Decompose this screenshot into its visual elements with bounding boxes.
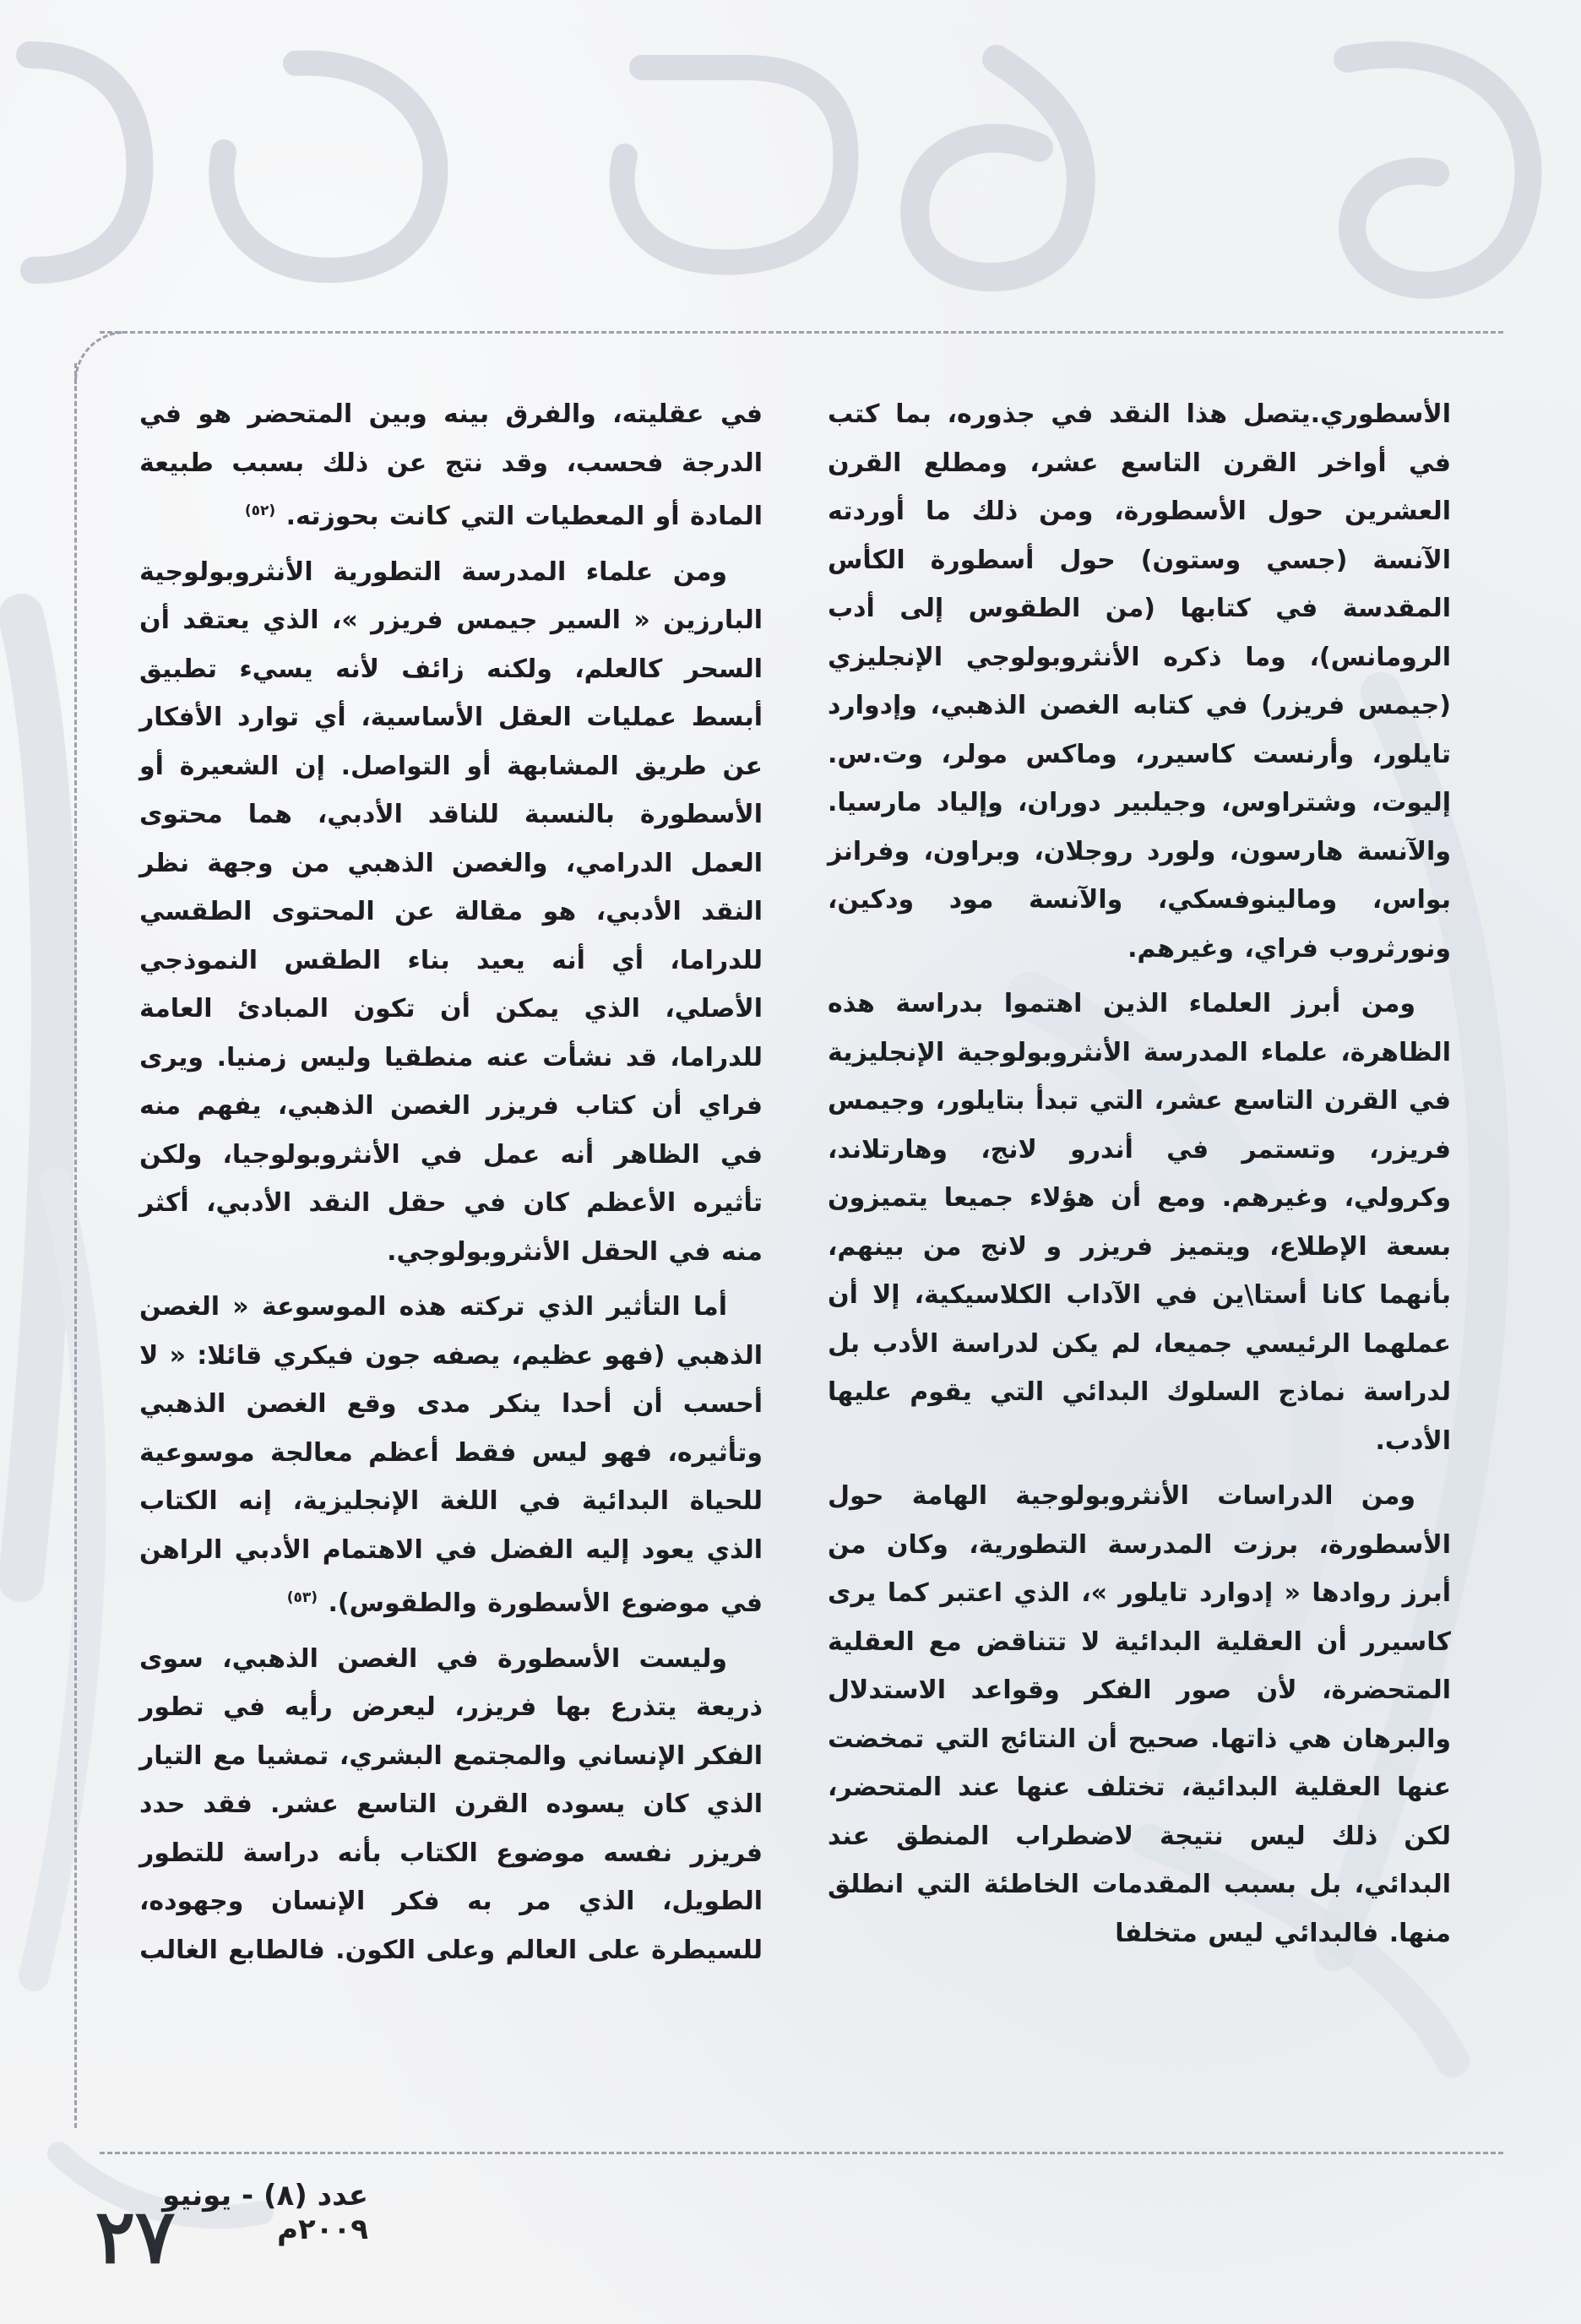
paragraph [139,1283,763,1628]
paragraph [139,390,763,541]
footnote-marker: (٥٣) [286,1589,318,1606]
page-footer [81,2164,630,2282]
article-body [139,390,1451,2130]
issue-label: عدد (٨) - يونيو ٢٠٠٩م [162,2179,368,2246]
paragraph-text: في عقليته، والفرق بينه وبين المتحضر هو في الدرجة فحسب، وقد نتج عن ذلك بسبب طبيعة المادة أو المعطيات التي كانت بحوزته. [139,399,763,531]
paragraph [828,390,1451,973]
left-column [139,390,763,2130]
paragraph-text: ومن أبرز العلماء الذين اهتموا بدراسة هذه الظاهرة، علماء المدرسة الأنثروبولوجية الإنجليزية في القرن التاسع عشر، التي تبدأ بتايلور، وجيمس فريزر، وتستمر في أندرو لانج، وهارتلاند، وكرولي، وغيرهم. ومع أن هؤلاء جميعا يتميزون بسعة الإطلاع، ويتميز فريزر و لانج من بينهم، بأنهما كانا أستا\ين في الآداب الكلاسيكية، إلا أن عملهما الرئيسي جميعا، لم يكن لدراسة الأدب بل لدراسة نماذج السلوك البدائي التي يقوم عليها الأدب. [828,989,1451,1456]
paragraph-text: الأسطوري.يتصل هذا النقد في جذوره، بما كتب في أواخر القرن التاسع عشر، ومطلع القرن العشرين حول الأسطورة، ومن ذلك ما أوردته الآنسة (جسي وستون) حول أسطورة الكأس المقدسة في كتابها (من الطقوس إلى أدب الرومانس)، وما ذكره الأنثروبولوجي الإنجليزي (جيمس فريزر) في كتابه الغصن الذهبي، وإدوارد تايلور، وأرنست كاسيرر، وماكس مولر، وت.س. إليوت، وشتراوس، وجيلبير دوران، وإلياد مارسيا. والآنسة هارسون، ولورد روجلان، وبراون، وفرانز بواس، ومالينوفسكي، والآنسة مود ودكين، ونورثروب فراي، وغيرهم. [828,399,1451,964]
paragraph [139,1635,763,1975]
paragraph-text: ومن الدراسات الأنثروبولوجية الهامة حول الأسطورة، برزت المدرسة التطورية، وكان من أبرز روادها « إدوارد تايلور »، الذي اعتبر كما يرى كاسيرر أن العقلية البدائية لا تتناقض مع العقلية المتحضرة، لأن صور الفكر وقواعد الاستدلال والبرهان هي ذاتها. صحيح أن النتائج التي تمخضت عنها العقلية البدائية، تختلف عنها عند المتحضر، لكن ذلك ليس نتيجة لاضطراب المنطق عند البدائي، بل بسبب المقدمات الخاطئة التي انطلق منها. فالبدائي ليس متخلفا [828,1481,1451,1948]
left-dashed-border [74,363,77,2128]
right-column [828,390,1451,2130]
paragraph-text: وليست الأسطورة في الغصن الذهبي، سوى ذريعة يتذرع بها فريزر، ليعرض رأيه في تطور الفكر الإنساني والمجتمع البشري، تمشيا مع التيار الذي كان يسوده القرن التاسع عشر. فقد حدد فريزر نفسه موضوع الكتاب بأنه دراسة للتطور الطويل، الذي مر به فكر الإنسان وجهوده، للسيطرة على العالم وعلى الكون. فالطابع الغالب [139,1643,763,1965]
paragraph [828,1472,1451,1957]
paragraph [139,548,763,1277]
top-left-dashed-corner [74,331,128,384]
top-dashed-border [100,331,1503,334]
footnote-marker: (٥٢) [244,502,276,519]
paragraph-text: أما التأثير الذي تركته هذه الموسوعة « الغصن الذهبي (فهو عظيم، يصفه جون فيكري قائلا: « لا أحسب أن أحدا ينكر مدى وقع الغصن الذهبي وتأثيره، فهو ليس فقط أعظم معالجة موسوعية للحياة البدائية في اللغة الإنجليزية، إنه الكتاب الذي يعود إليه الفضل في الاهتمام الأدبي الراهن في موضوع الأسطورة والطقوس). [139,1292,763,1618]
bottom-dashed-border [100,2152,1503,2154]
paragraph [828,980,1451,1465]
page-number: ٢٧ [95,2192,176,2280]
paragraph-text: ومن علماء المدرسة التطورية الأنثروبولوجية البارزين « السير جيمس فريزر »، الذي يعتقد أن السحر كالعلم، ولكنه زائف لأنه يسيء تطبيق أبسط عمليات العقل الأساسية، أي توارد الأفكار عن طريق المشابهة أو التواصل. إن الشعيرة أو الأسطورة بالنسبة للناقد الأدبي، هما محتوى العمل الدرامي، والغصن الذهبي من وجهة نظر النقد الأدبي، هو مقالة عن المحتوى الطقسي للدراما، أي أنه يعيد بناء الطقس النموذجي الأصلي، الذي يمكن أن تكون المبادئ العامة للدراما، قد نشأت عنه منطقيا وليس زمنيا. ويرى فراي أن كتاب فريزر الغصن الذهبي، يفهم منه في الظاهر أنه عمل في الأنثروبولوجيا، ولكن تأثيره الأعظم كان في حقل النقد الأدبي، أكثر منه في الحقل الأنثروبولوجي. [139,557,763,1267]
